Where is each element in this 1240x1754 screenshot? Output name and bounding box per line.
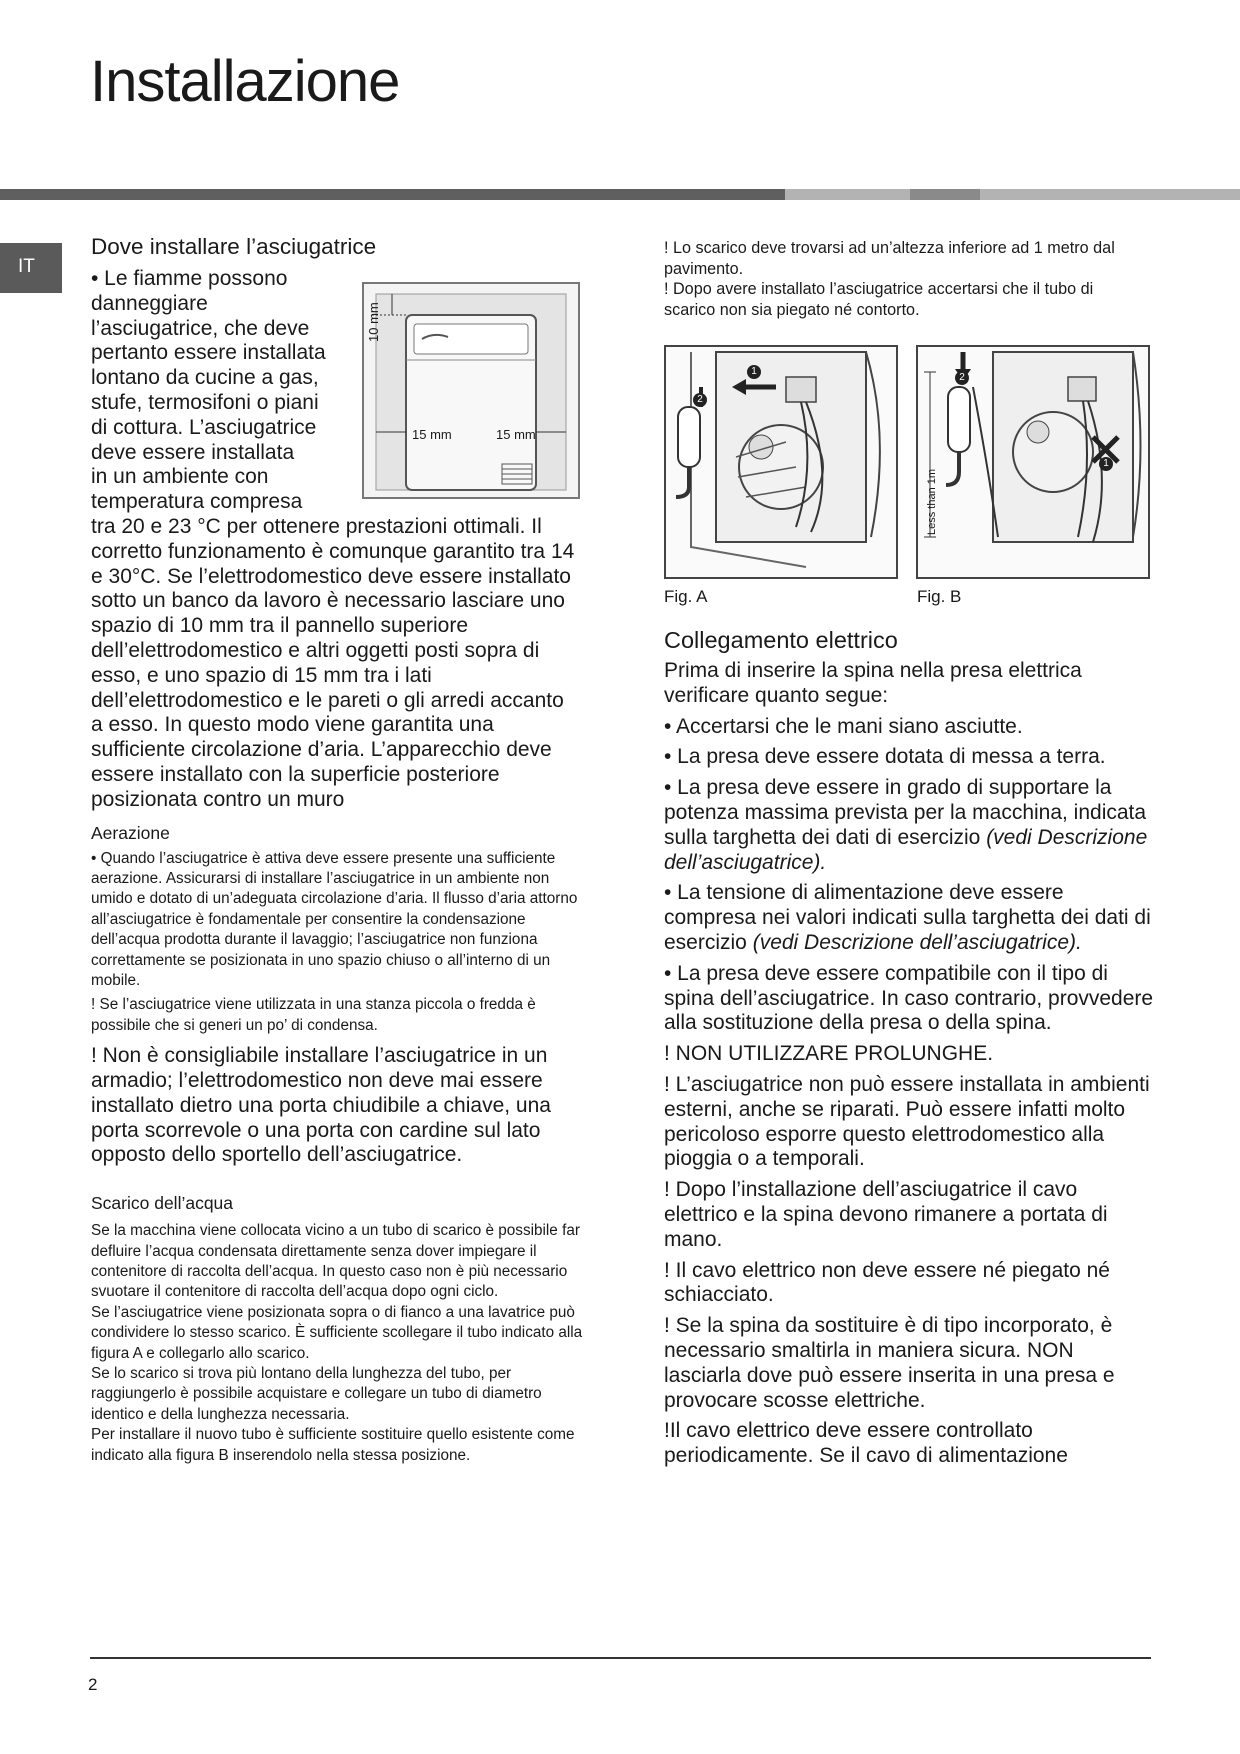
figure-a-illustration — [666, 347, 896, 577]
side-gap-left-label: 15 mm — [412, 427, 452, 442]
bullet-text: • La presa deve essere in grado di supportare la potenza massima prevista per la macchina, indicata sulla targhetta dei dati di esercizio — [664, 776, 1147, 849]
bullet-text: • La tensione di alimentazione deve essere compresa nei valori indicati sulla targhetta dei dati di esercizio — [664, 881, 1151, 954]
intro-line: pertanto essere installata — [91, 341, 326, 365]
warning-note: ! L’asciugatrice non può essere installata in ambienti esterni, anche se riparati. Può essere infatti molto pericoloso esporre questo elettrodomestico alla pioggia o a temporali. — [664, 1072, 1150, 1171]
bullet-item — [664, 745, 1154, 770]
figure-a-label: Fig. A — [664, 587, 708, 606]
bullet-text: • La presa deve essere compatibile con il tipo di spina dell’asciugatrice. In caso contrario, provvedere alla sostituzione della presa o della spina. — [664, 961, 1154, 1035]
dryer-clearance-illustration — [362, 282, 580, 499]
drain-height-note: ! Lo scarico deve trovarsi ad un’altezza inferiore ad 1 metro dal pavimento. — [664, 239, 1115, 278]
scarico-paragraph: Se l’asciugatrice viene posizionata sopra o di fianco a una lavatrice può condividere lo stesso scarico. È sufficiente scollegare il tubo indicato alla figura A e collegarlo allo scarico. — [91, 1303, 583, 1362]
armadio-note: ! Non è consigliabile installare l’asciugatrice in un armadio; l’elettrodomestico non deve mai essere installato dietro una porta chiudibile a chiave, una porta scorrevole o una porta con cardine sul lato opposto dello sportello dell’asciugatrice. — [91, 1044, 551, 1167]
page-number: 2 — [88, 1675, 98, 1694]
scarico-paragraph: Se la macchina viene collocata vicino a un tubo di scarico è possibile far defluire l’acqua condensata direttamente senza dover impiegare il contenitore di raccolta dell’acqua. In questo caso non è più necessario svuotare il contenitore di raccolta dell’acqua dopo ogni ciclo. — [91, 1222, 580, 1301]
figure-b-illustration — [918, 347, 1148, 577]
right-top-notes — [664, 238, 1134, 320]
collegamento-heading: Collegamento elettrico — [664, 627, 898, 653]
bullet-item — [664, 881, 1154, 955]
intro-rest: tra 20 e 23 °C per ottenere prestazioni ottimali. Il corretto funzionamento è comunque garantito tra 14 e 30°C. Se l’elettrodomestico deve essere installato sotto un banco da lavoro è necessario lasciare uno spazio di 10 mm tra il pannello superiore dell’elettrodomestico e altri oggetti posti sopra di esso, e uno spazio di 15 mm tra i lati dell’elettrodomestico e le pareti o gli arredi accanto a esso. In questo modo viene garantita una sufficiente circolazione d’aria. L’apparecchio deve essere installato con la superficie posteriore posizionata contro un muro — [91, 514, 575, 811]
scarico-paragraph: Per installare il nuovo tubo è sufficiente sostituire quello esistente come indicato alla figura B inserendolo nella stessa posizione. — [91, 1426, 575, 1464]
fig-b-measure-label: Less than 1m — [926, 468, 938, 535]
figure-b — [916, 345, 1150, 579]
figure-b-label: Fig. B — [917, 587, 962, 606]
fig-a-marker-1: 1 — [747, 365, 761, 379]
scarico-paragraph: Se lo scarico si trova più lontano della lunghezza del tubo, per raggiungerlo è possibile acquistare e collegare un tubo di diametro identico e della lunghezza necessaria. — [91, 1365, 542, 1423]
intro-line: danneggiare — [91, 291, 208, 315]
bullet-reference: (vedi Descrizione dell’asciugatrice). — [664, 825, 1148, 874]
intro-wrapped — [91, 267, 356, 515]
header-bar-light-2 — [980, 189, 1240, 200]
aerazione-text: • Quando l’asciugatrice è attiva deve essere presente una sufficiente aerazione. Assicurarsi di installare l’asciugatrice in un ambiente non umido e dotato di un’adeguata circolazione d’aria. Il flusso d’aria attorno all’asciugatrice è fondamentale per consentire la condensazione dell’acqua prodotta durante il lavaggio; l’asciugatrice non funziona correttamente se posizionata in uno spazio chiuso o all’interno di un mobile. — [91, 849, 578, 989]
aerazione-note: ! Se l’asciugatrice viene utilizzata in una stanza piccola o fredda è possibile che si generi un po’ di condensa. — [91, 996, 536, 1034]
fig-b-marker-1: 1 — [1099, 457, 1113, 471]
header-bar-dark-2 — [910, 189, 980, 200]
bullet-reference: (vedi Descrizione dell’asciugatrice). — [752, 930, 1082, 954]
page-title: Installazione — [90, 49, 400, 114]
language-tab: IT — [0, 243, 62, 293]
collegamento-intro: Prima di inserire la spina nella presa elettrica verificare quanto segue: — [664, 659, 1082, 707]
fig-b-marker-2: 2 — [955, 371, 969, 385]
intro-line: di cottura. L’asciugatrice — [91, 415, 317, 439]
header-bar-light — [785, 189, 910, 200]
bullet-text: • Accertarsi che le mani siano asciutte. — [664, 714, 1023, 738]
scarico-heading: Scarico dell’acqua — [91, 1193, 234, 1214]
intro-line: stufe, termosifoni o piani — [91, 390, 319, 414]
intro-line: deve essere installata — [91, 440, 295, 464]
section-heading-installare: Dove installare l’asciugatrice — [91, 234, 377, 259]
side-gap-right-label: 15 mm — [496, 427, 536, 442]
intro-line: temperatura compresa — [91, 490, 303, 514]
warning-note: ! Se la spina da sostituire è di tipo incorporato, è necessario smaltirla in maniera sicura. NON lasciarla dove può essere inserita in una presa e provocare scosse elettriche. — [664, 1314, 1115, 1412]
right-column — [664, 626, 1154, 1469]
fig-a-marker-2: 2 — [693, 393, 707, 407]
intro-line: lontano da cucine a gas, — [91, 366, 319, 390]
clearance-diagram — [362, 282, 580, 499]
top-gap-label: 10 mm — [366, 302, 381, 342]
scarico-body — [91, 1221, 586, 1466]
warning-note: ! NON UTILIZZARE PROLUNGHE. — [664, 1042, 994, 1066]
intro-line: l’asciugatrice, che deve — [91, 316, 310, 340]
figure-a — [664, 345, 898, 579]
warning-note: !Il cavo elettrico deve essere controllato periodicamente. Se il cavo di alimentazione — [664, 1419, 1068, 1468]
bullet-text: • La presa deve essere dotata di messa a terra. — [664, 745, 1106, 769]
warning-note: ! Il cavo elettrico non deve essere né piegato né schiacciato. — [664, 1258, 1110, 1307]
aerazione-heading: Aerazione — [91, 822, 170, 843]
bullet-item — [664, 715, 1154, 740]
intro-line: in un ambiente con — [91, 465, 269, 489]
bullet-item — [664, 962, 1154, 1036]
header-bar-dark — [0, 189, 785, 200]
footer-rule — [90, 1657, 1151, 1659]
bullet-item — [664, 776, 1154, 875]
drain-hose-note: ! Dopo avere installato l’asciugatrice accertarsi che il tubo di scarico non sia piegato né contorto. — [664, 280, 1094, 319]
warning-note: ! Dopo l’installazione dell’asciugatrice il cavo elettrico e la spina devono rimanere a portata di mano. — [664, 1178, 1108, 1251]
intro-line: • Le fiamme possono — [91, 267, 288, 290]
